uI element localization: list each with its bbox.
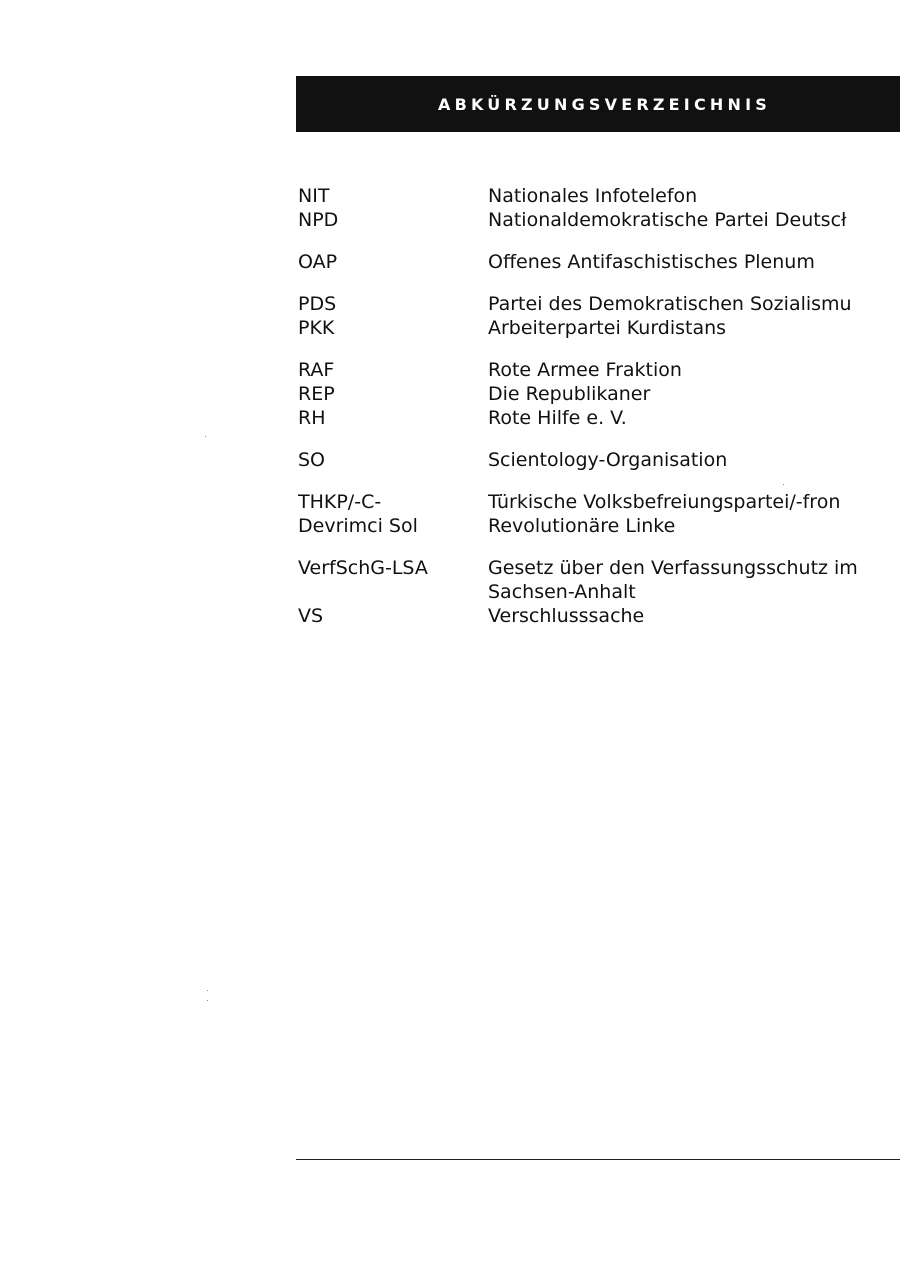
abbreviation-definition: Rote Hilfe e. V. bbox=[488, 407, 627, 429]
abbreviation-group-r bbox=[298, 358, 900, 430]
abbreviation-definition: Gesetz über den Verfassungsschutz im bbox=[488, 557, 858, 579]
scan-speck bbox=[207, 1000, 208, 1001]
abbreviation-definition: Türkische Volksbefreiungspartei/-fron bbox=[488, 491, 841, 513]
abbreviation-definition: Die Republikaner bbox=[488, 383, 651, 405]
abbreviation-entry bbox=[298, 292, 900, 316]
abbreviation-definition: Revolutionäre Linke bbox=[488, 515, 676, 537]
abbreviation-group-v bbox=[298, 556, 900, 628]
abbreviation-term: PKK bbox=[298, 317, 335, 339]
abbreviation-group-p bbox=[298, 292, 900, 340]
abbreviation-entry bbox=[298, 358, 900, 382]
abbreviation-entry bbox=[298, 406, 900, 430]
abbreviation-definition: Scientology-Organisation bbox=[488, 449, 728, 471]
abbreviation-term: PDS bbox=[298, 293, 337, 315]
abbreviation-term: NIT bbox=[298, 185, 330, 207]
abbreviation-entry bbox=[298, 316, 900, 340]
abbreviation-entry bbox=[298, 184, 900, 208]
scan-speck bbox=[783, 484, 784, 485]
abbreviation-definition: Nationaldemokratische Partei Deutscł bbox=[488, 209, 847, 231]
abbreviation-entry bbox=[298, 208, 900, 232]
abbreviation-entry bbox=[298, 448, 900, 472]
abbreviation-group-o bbox=[298, 250, 900, 274]
abbreviation-entry bbox=[298, 382, 900, 406]
abbreviation-definition: Verschlusssache bbox=[488, 605, 645, 627]
abbreviation-term: OAP bbox=[298, 251, 338, 273]
abbreviation-group-n bbox=[298, 184, 900, 232]
abbreviation-entry bbox=[298, 604, 900, 628]
footer-divider bbox=[296, 1159, 900, 1160]
abbreviation-term: REP bbox=[298, 383, 335, 405]
abbreviation-list bbox=[298, 184, 900, 646]
abbreviation-term: NPD bbox=[298, 209, 339, 231]
abbreviation-definition: Sachsen-Anhalt bbox=[488, 581, 636, 603]
abbreviation-term: VerfSchG-LSA bbox=[298, 557, 428, 579]
abbreviation-term: VS bbox=[298, 605, 324, 627]
abbreviation-group-t bbox=[298, 490, 900, 538]
abbreviation-definition: Offenes Antifaschistisches Plenum bbox=[488, 251, 815, 273]
abbreviation-entry-continuation bbox=[298, 580, 900, 604]
scan-speck bbox=[205, 436, 206, 437]
scan-speck bbox=[207, 990, 208, 991]
abbreviation-term: RH bbox=[298, 407, 326, 429]
section-header-bar bbox=[296, 76, 900, 132]
abbreviation-entry bbox=[298, 490, 900, 514]
abbreviation-entry bbox=[298, 250, 900, 274]
abbreviation-definition: Partei des Demokratischen Sozialismu bbox=[488, 293, 852, 315]
abbreviation-definition: Nationales Infotelefon bbox=[488, 185, 698, 207]
abbreviation-definition: Arbeiterpartei Kurdistans bbox=[488, 317, 727, 339]
abbreviation-term: THKP/-C- bbox=[298, 491, 382, 513]
abbreviation-term: Devrimci Sol bbox=[298, 515, 418, 537]
abbreviation-entry bbox=[298, 514, 900, 538]
abbreviation-group-s bbox=[298, 448, 900, 472]
abbreviation-term: SO bbox=[298, 449, 326, 471]
abbreviation-term: RAF bbox=[298, 359, 335, 381]
section-title: ABKÜRZUNGSVERZEICHNIS bbox=[438, 94, 771, 114]
abbreviation-definition: Rote Armee Fraktion bbox=[488, 359, 682, 381]
abbreviation-entry bbox=[298, 556, 900, 580]
